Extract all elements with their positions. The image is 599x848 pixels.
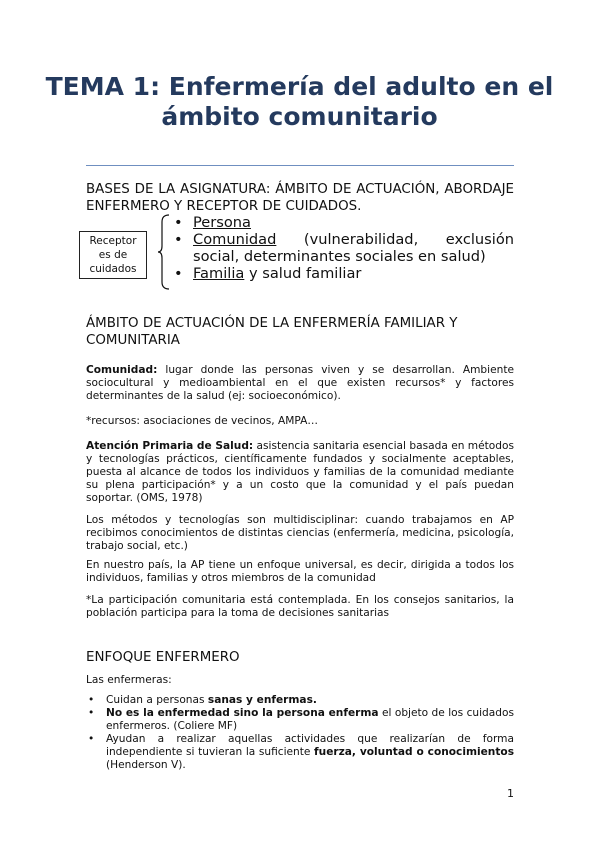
list-item <box>86 707 514 733</box>
receptor-rest: (vulnerabilidad, exclusión social, determinantes sociales en salud) <box>193 231 514 265</box>
item-pre: Ayudan a realizar aquellas actividades que realizarían de forma independiente si tuvieran la suficiente <box>106 733 514 758</box>
bullet-icon: • <box>88 694 95 706</box>
participacion-note: *La participación comunitaria está contemplada. En los consejos sanitarios, la población participa para la toma de decisiones sanitarias <box>86 594 514 619</box>
list-item <box>86 733 514 772</box>
page-number: 1 <box>507 787 514 800</box>
item-bold: No es la enfermedad sino la persona enferma <box>106 707 379 719</box>
curly-brace-icon <box>158 214 170 290</box>
aps-paragraph <box>86 440 514 505</box>
item-post: (Henderson V). <box>106 759 186 771</box>
list-item <box>172 214 514 231</box>
metodos-paragraph: Los métodos y tecnologías son multidisciplinar: cuando trabajamos en AP recibimos conocimientos de distintas ciencias (enfermería, medicina, psicología, trabajo social, etc.) <box>86 514 514 552</box>
section-heading-enfoque: ENFOQUE ENFERMERO <box>86 650 240 665</box>
receptor-list <box>172 214 514 282</box>
comunidad-text: lugar donde las personas viven y se desarrollan. Ambiente sociocultural y medioambiental en el que existen recursos* y factores determinantes de la salud (ej: socioeconómico). <box>86 364 514 402</box>
bullet-icon: • <box>174 214 183 231</box>
bullet-icon: • <box>174 231 183 248</box>
bullet-icon: • <box>174 265 183 282</box>
aps-term: Atención Primaria de Salud: <box>86 440 254 452</box>
bullet-icon: • <box>88 707 95 719</box>
receptor-term: Persona <box>193 214 251 231</box>
enfoque-list <box>86 694 514 772</box>
aps-text: asistencia sanitaria esencial basada en métodos y tecnologías prácticos, científicamente fundados y socialmente aceptables, puesta al alcance de todos los individuos y familias de la comunidad mediante su plena participación* y a un costo que la comunidad y el país puedan soportar. (OMS, 1978) <box>86 440 514 504</box>
comunidad-paragraph <box>86 364 514 403</box>
receptor-label: Receptor es de cuidados <box>89 235 137 275</box>
enfoque-intro: Las enfermeras: <box>86 674 172 686</box>
list-item <box>172 231 514 265</box>
document-title: TEMA 1: Enfermería del adulto en el ámbito comunitario <box>45 72 554 131</box>
title-underline <box>86 165 514 166</box>
bullet-icon: • <box>88 733 95 745</box>
section-heading-ambito: ÁMBITO DE ACTUACIÓN DE LA ENFERMERÍA FAMILIAR Y COMUNITARIA <box>86 316 458 348</box>
receptor-term: Familia <box>193 265 245 282</box>
recursos-note: *recursos: asociaciones de vecinos, AMPA… <box>86 415 318 427</box>
list-item <box>86 694 514 707</box>
item-bold: fuerza, voluntad o conocimientos <box>314 746 514 758</box>
pais-paragraph: En nuestro país, la AP tiene un enfoque universal, es decir, dirigida a todos los individuos, familias y otros miembros de la comunidad <box>86 559 514 584</box>
receptor-term: Comunidad <box>193 231 277 248</box>
item-bold: sanas y enfermas. <box>207 694 317 706</box>
item-pre: Cuidan a personas <box>106 694 208 706</box>
list-item <box>172 265 514 282</box>
receptor-rest: y salud familiar <box>244 265 362 282</box>
comunidad-term: Comunidad: <box>86 364 158 376</box>
bases-heading: BASES DE LA ASIGNATURA: ÁMBITO DE ACTUACIÓN, ABORDAJE ENFERMERO Y RECEPTOR DE CUIDADOS. <box>86 182 514 214</box>
receptor-box <box>79 231 147 279</box>
item-post: el objeto de los cuidados enfermeros. (Coliere MF) <box>106 707 514 732</box>
